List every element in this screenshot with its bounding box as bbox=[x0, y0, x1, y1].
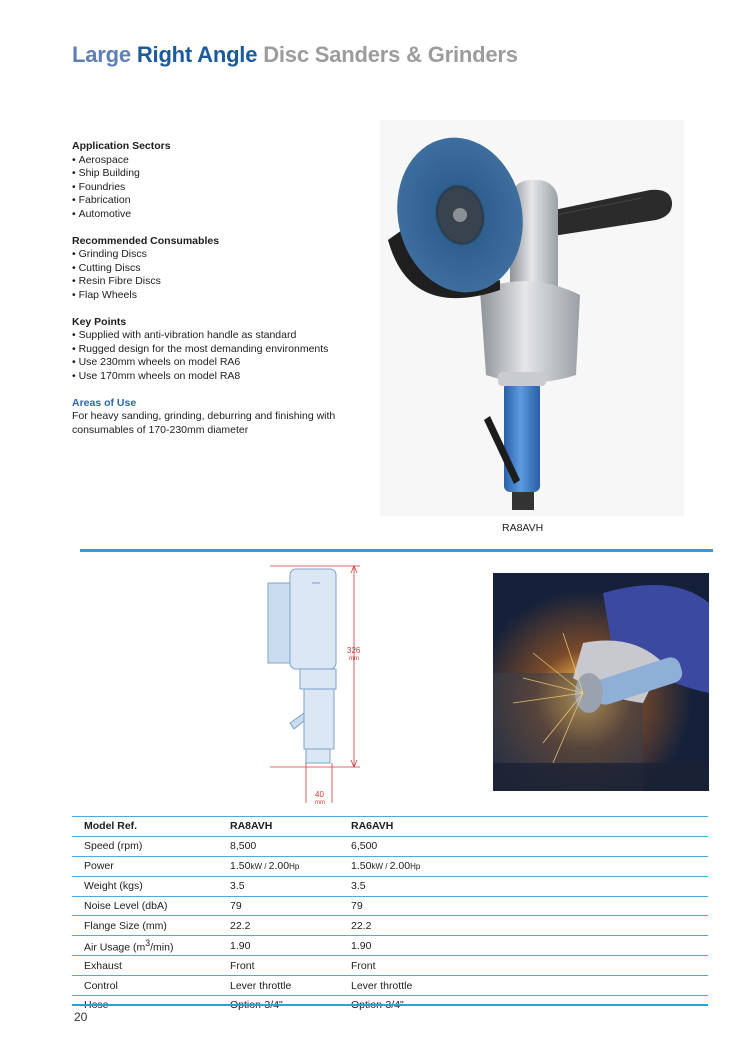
list-item: • Supplied with anti-vibration handle as standard bbox=[72, 329, 372, 343]
product-info bbox=[72, 140, 372, 437]
recommended-consumables-heading: Recommended Consumables bbox=[72, 234, 220, 247]
list-item: • Foundries bbox=[72, 181, 372, 195]
key-points-list bbox=[72, 329, 372, 383]
list-item: • Flap Wheels bbox=[72, 289, 372, 303]
spec-value bbox=[230, 856, 351, 876]
spec-value bbox=[351, 856, 708, 876]
list-item: • Rugged design for the most demanding environments bbox=[72, 343, 372, 357]
power-kw-value: 1.50 bbox=[230, 860, 251, 873]
spec-value: 1.90 bbox=[351, 936, 708, 956]
power-kw-value: 1.50 bbox=[351, 860, 372, 873]
table-row bbox=[72, 956, 708, 976]
height-dimension-value: 326 bbox=[347, 646, 361, 655]
list-item: • Ship Building bbox=[72, 167, 372, 181]
table-header-row bbox=[72, 817, 708, 837]
spec-label: Flange Size (mm) bbox=[72, 916, 230, 936]
spec-label: Exhaust bbox=[72, 956, 230, 976]
height-dimension-unit: mm bbox=[349, 656, 359, 662]
page-number: 20 bbox=[74, 1010, 88, 1024]
product-photo bbox=[380, 120, 684, 516]
air-label-sup: 3 bbox=[145, 938, 151, 949]
list-item: • Grinding Discs bbox=[72, 248, 372, 262]
power-hp-value: 2.00 bbox=[268, 860, 290, 873]
title-part-right-angle: Right Angle bbox=[136, 42, 258, 67]
spec-value: 22.2 bbox=[230, 916, 351, 936]
spec-label bbox=[72, 936, 230, 956]
spec-label: Weight (kgs) bbox=[72, 876, 230, 896]
page-title bbox=[72, 42, 518, 68]
title-part-disc-sanders: Disc Sanders & Grinders bbox=[263, 42, 518, 67]
table-row bbox=[72, 936, 708, 956]
spec-value: 3.5 bbox=[351, 876, 708, 896]
spec-label: Control bbox=[72, 976, 230, 996]
width-dimension-unit: mm bbox=[315, 800, 325, 806]
spec-value: Lever throttle bbox=[230, 976, 351, 996]
spec-value: 8,500 bbox=[230, 836, 351, 856]
table-row bbox=[72, 876, 708, 896]
list-item: • Use 230mm wheels on model RA6 bbox=[72, 356, 372, 370]
spec-value: 1.90 bbox=[230, 936, 351, 956]
power-hp-unit: Hp bbox=[289, 862, 300, 872]
spec-value: Front bbox=[351, 956, 708, 976]
list-item: • Resin Fibre Discs bbox=[72, 275, 372, 289]
power-separator: / bbox=[383, 862, 390, 872]
table-row bbox=[72, 836, 708, 856]
spec-value: 3.5 bbox=[230, 876, 351, 896]
section-divider bbox=[80, 549, 713, 552]
air-label-post: /min) bbox=[150, 941, 174, 954]
spec-value: Lever throttle bbox=[351, 976, 708, 996]
product-caption: RA8AVH bbox=[502, 522, 544, 534]
spec-value: 79 bbox=[230, 896, 351, 916]
spec-value: Front bbox=[230, 956, 351, 976]
application-sectors-list bbox=[72, 154, 372, 222]
table-row bbox=[72, 856, 708, 876]
application-sectors-heading: Application Sectors bbox=[72, 140, 171, 152]
power-kw-unit: kW bbox=[371, 862, 383, 872]
list-item: • Aerospace bbox=[72, 154, 372, 168]
areas-of-use-heading: Areas of Use bbox=[72, 396, 137, 409]
list-item: • Cutting Discs bbox=[72, 262, 372, 276]
table-bottom-rule bbox=[72, 1004, 708, 1006]
spec-label: Noise Level (dbA) bbox=[72, 896, 230, 916]
key-points-heading: Key Points bbox=[72, 315, 127, 328]
header-model-2: RA6AVH bbox=[351, 817, 708, 837]
table-row bbox=[72, 896, 708, 916]
grinding-in-use-photo bbox=[493, 573, 709, 791]
list-item: • Automotive bbox=[72, 208, 372, 222]
grinder-illustration bbox=[380, 120, 684, 516]
air-label-pre: Air Usage (m bbox=[84, 941, 146, 954]
specifications-table bbox=[72, 816, 708, 1015]
table-row bbox=[72, 976, 708, 996]
list-item: • Use 170mm wheels on model RA8 bbox=[72, 370, 372, 384]
spec-value: 6,500 bbox=[351, 836, 708, 856]
list-item: • Fabrication bbox=[72, 194, 372, 208]
power-kw-unit: kW bbox=[250, 862, 262, 872]
header-model-ref: Model Ref. bbox=[72, 817, 230, 837]
width-dimension-value: 40 bbox=[315, 790, 324, 799]
title-part-large: Large bbox=[72, 42, 131, 67]
header-model-1: RA8AVH bbox=[230, 817, 351, 837]
spec-label: Speed (rpm) bbox=[72, 836, 230, 856]
power-hp-value: 2.00 bbox=[389, 860, 411, 873]
recommended-consumables-list bbox=[72, 248, 372, 302]
spec-label: Power bbox=[72, 856, 230, 876]
areas-of-use-text: For heavy sanding, grinding, deburring and finishing with consumables of 170-230mm diameter bbox=[72, 410, 336, 436]
power-hp-unit: Hp bbox=[410, 862, 421, 872]
spec-value: 79 bbox=[351, 896, 708, 916]
power-separator: / bbox=[262, 862, 269, 872]
dimension-diagram bbox=[260, 563, 370, 811]
table-row bbox=[72, 916, 708, 936]
spec-value: 22.2 bbox=[351, 916, 708, 936]
